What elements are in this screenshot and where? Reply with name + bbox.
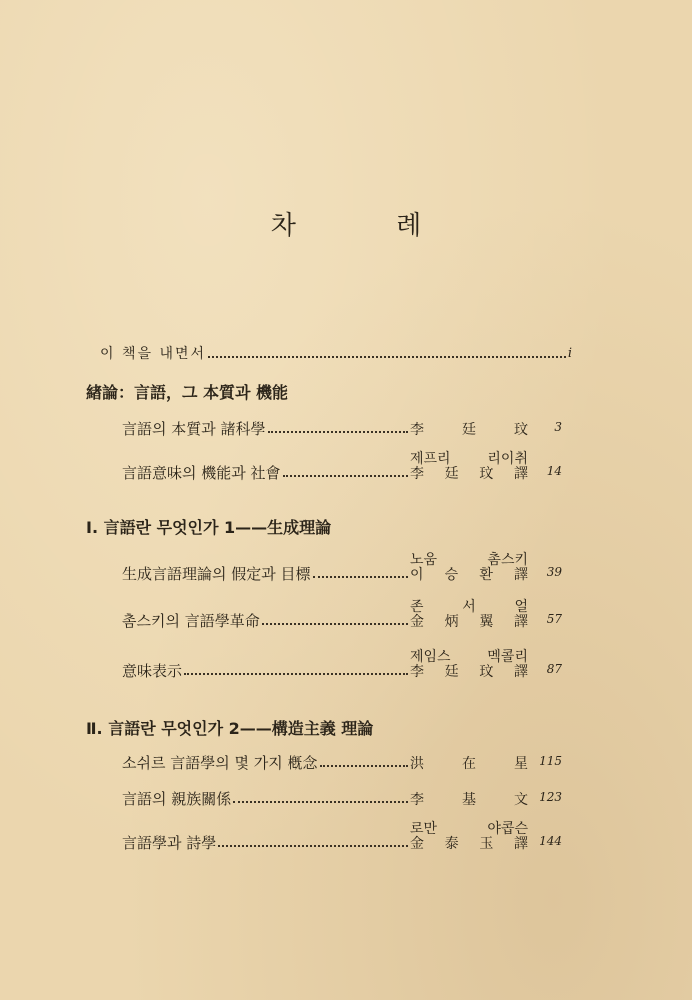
toc-page-number: 144 — [539, 834, 562, 848]
toc-page-number: 14 — [546, 464, 562, 478]
dot-leader — [283, 475, 408, 477]
dot-leader — [208, 356, 566, 358]
dot-leader — [184, 673, 408, 675]
dot-leader — [268, 431, 408, 433]
toc-entry-title: 意味表示 — [122, 662, 183, 680]
toc-intro[interactable] — [100, 345, 572, 363]
toc-entry-author: 洪 在 星 — [410, 756, 528, 772]
toc-entry-author: 李 廷 玟 — [410, 422, 528, 438]
toc-page-number: i — [567, 346, 572, 361]
toc-entry[interactable] — [122, 752, 562, 772]
toc-page-number: 87 — [546, 662, 562, 676]
toc-entry[interactable] — [122, 650, 562, 680]
toc-entry-author: 李 基 文 — [410, 792, 528, 808]
toc-page-number: 115 — [539, 754, 562, 768]
toc-entry-title: 이 책을 내면서 — [100, 346, 207, 362]
toc-entry-title: 言語學과 詩學 — [122, 834, 217, 852]
dot-leader — [218, 845, 408, 847]
toc-page-number: 3 — [554, 420, 562, 434]
dot-leader — [320, 765, 408, 767]
toc-page-number: 57 — [546, 612, 562, 626]
toc-entry[interactable] — [122, 822, 562, 852]
toc-entry-author: 노움 촘스키 이 승 환 譯 — [410, 552, 528, 583]
toc-entry-author: 존 서 얼 金 炳 翼 譯 — [410, 599, 528, 630]
toc-entry[interactable] — [122, 418, 562, 438]
toc-entry-author: 제프리 리이취 李 廷 玟 譯 — [410, 451, 528, 482]
toc-entry[interactable] — [122, 452, 562, 482]
toc-entry-title: 言語意味의 機能과 社會 — [122, 464, 281, 482]
toc-entry[interactable] — [122, 600, 562, 630]
toc-entry-title: 촘스키의 言語學革命 — [122, 612, 260, 630]
page-title: 차 례 — [270, 211, 468, 241]
dot-leader — [313, 576, 408, 578]
toc-entry-title: 言語의 親族關係 — [122, 790, 232, 808]
toc-page-number: 39 — [546, 565, 562, 579]
toc-entry-author: 로만 야콥슨 金 泰 玉 譯 — [410, 821, 528, 852]
toc-entry[interactable] — [122, 788, 562, 808]
toc-page-number: 123 — [539, 790, 562, 804]
toc-entry-title: 言語의 本質과 諸科學 — [122, 420, 266, 438]
section-heading: Ⅱ. 言語란 무엇인가 2——構造主義 理論 — [86, 719, 374, 738]
dot-leader — [233, 801, 408, 803]
dot-leader — [262, 623, 408, 625]
toc-entry[interactable] — [122, 553, 562, 583]
section-heading: Ⅰ. 言語란 무엇인가 1——生成理論 — [86, 518, 332, 537]
toc-entry-author: 제임스 멕콜리 李 廷 玟 譯 — [410, 649, 528, 680]
toc-entry-title: 소쉬르 言語學의 몇 가지 槪念 — [122, 754, 318, 772]
toc-entry-title: 生成言語理論의 假定과 目標 — [122, 565, 311, 583]
section-heading: 緖論：言語，그 本質과 機能 — [86, 383, 289, 402]
